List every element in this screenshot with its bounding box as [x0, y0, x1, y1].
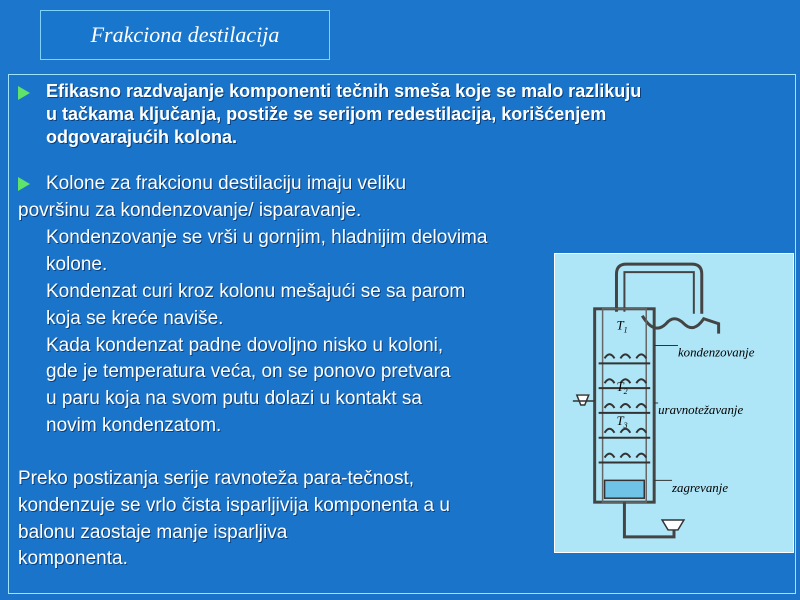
- boiler-liquid: [605, 480, 645, 498]
- paragraph-1: [46, 80, 641, 149]
- t1-label: $T_1$: [616, 318, 628, 335]
- page-title: Frakciona destilacija: [90, 22, 280, 47]
- bullet-arrow-icon: [18, 177, 32, 191]
- column-drawing: [555, 254, 793, 552]
- outlet-valve-icon: [662, 520, 684, 530]
- p2-line-6: koja se kreće naviše.: [46, 308, 224, 329]
- p2-line-7: Kada kondenzat padne dovoljno nisko u koloni,: [46, 335, 444, 356]
- p3-line-4: komponenta.: [18, 548, 128, 569]
- p2-line-2: površinu za kondenzovanje/ isparavanje.: [18, 200, 362, 221]
- p1-line-1: Efikasno razdvajanje komponenti tečnih smeša koje se malo razlikuju: [46, 81, 642, 101]
- condense-label: kondenzovanje: [677, 345, 755, 360]
- p2-line-8: gde je temperatura veća, on se ponovo pretvara: [46, 361, 451, 382]
- title-box: [40, 10, 330, 60]
- p2-line-4: kolone.: [46, 254, 108, 275]
- p3-line-3: balonu zaostaje manje isparljiva: [18, 522, 288, 543]
- p2-line-10: novim kondenzatom.: [46, 415, 222, 436]
- p2-line-1: Kolone za frakcionu destilaciju imaju veliku: [46, 173, 407, 194]
- t2-label: $T_2$: [616, 380, 628, 397]
- equilibrium-label: uravnotežavanje: [658, 402, 744, 417]
- p1-line-2: u tačkama ključanja, postiže se serijom redestilacija, korišćenjem: [46, 104, 607, 124]
- p2-line-9: u paru koja na svom putu dolazi u kontakt sa: [46, 388, 423, 409]
- heating-label: zagrevanje: [672, 481, 729, 496]
- distillation-column-diagram: [554, 253, 794, 553]
- p3-line-1: Preko postizanja serije ravnoteža para-tečnost,: [18, 468, 415, 489]
- left-valve-icon: [573, 395, 595, 405]
- t3-label: $T_3$: [616, 413, 628, 430]
- p1-line-3: odgovarajućih kolona.: [46, 127, 238, 147]
- bullet-arrow-icon: [18, 86, 32, 100]
- p2-line-5: Kondenzat curi kroz kolonu mešajući se sa parom: [46, 281, 466, 302]
- p2-line-3: Kondenzovanje se vrši u gornjim, hladnijim delovima: [46, 227, 488, 248]
- p3-line-2: kondenzuje se vrlo čista isparljivija komponenta a u: [18, 495, 450, 516]
- column-trays: [599, 354, 651, 462]
